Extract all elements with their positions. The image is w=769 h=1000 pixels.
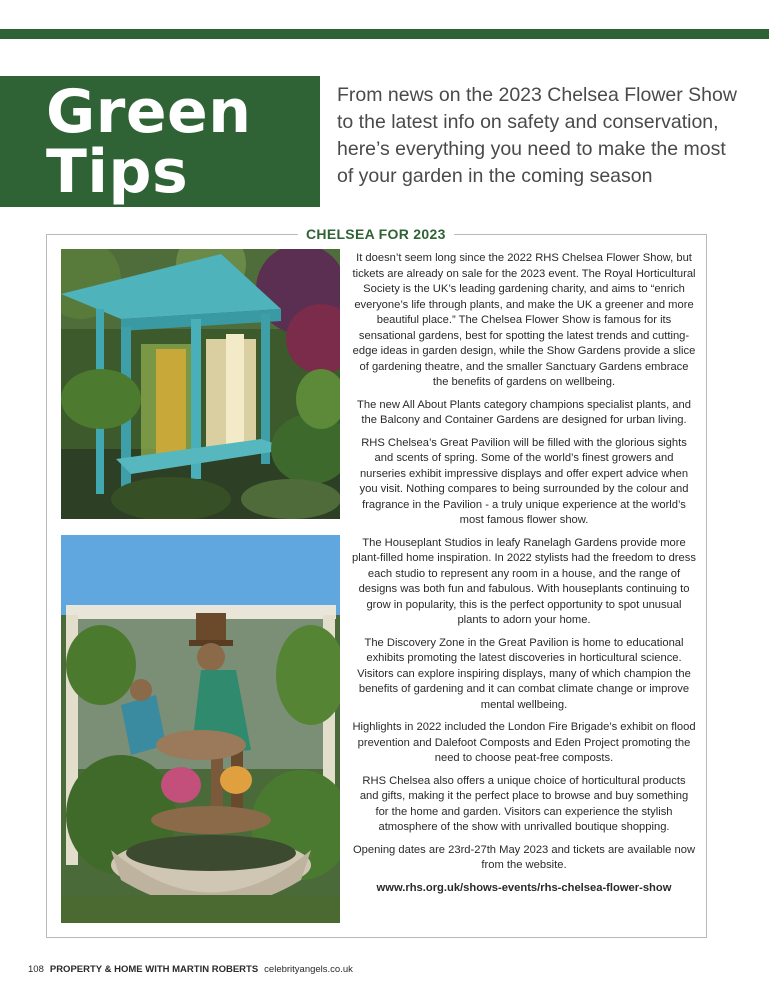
intro-text: From news on the 2023 Chelsea Flower Show to the latest info on safety and conservation, here’s everything you need to make the most of your garden in the coming season <box>337 84 737 187</box>
website-link[interactable]: www.rhs.org.uk/shows-events/rhs-chelsea-flower-show <box>376 881 672 894</box>
pavilion-garden-photo <box>61 249 340 519</box>
article-body <box>352 251 696 903</box>
page-title-line-2: Tips <box>46 137 189 207</box>
page-title-line-1: Green <box>46 77 252 147</box>
footer-website: celebrityangels.co.uk <box>264 964 353 975</box>
article-paragraph: It doesn’t seem long since the 2022 RHS Chelsea Flower Show, but tickets are already on sale for the 2023 event. The Royal Horticultural Society is the UK’s leading gardening charity, and aims to “enrich everyone’s life through plants, and make the UK a greener and more beautiful place.” The Chelsea Flower Show is famous for its sensational gardens, best for spotting the latest trends and cutting-edge ideas in garden design, while the Show Gardens provide a slice of gardening theatre, and the smaller Sanctuary Gardens embrace the benefits of gardens on wellbeing. <box>352 252 696 388</box>
page-number: 108 <box>28 964 44 975</box>
article-paragraph: RHS Chelsea also offers a unique choice of horticultural products and gifts, making it the perfect place to browse and buy something for the home and garden. Visitors can experience the stylish atmosphere of the show with unrivalled boutique shopping. <box>359 774 689 833</box>
article-paragraph: Opening dates are 23rd-27th May 2023 and tickets are available now from the website. <box>352 843 696 871</box>
title-block <box>0 76 320 207</box>
article-paragraph: The new All About Plants category champions specialist plants, and the Balcony and Container Gardens are designed for urban living. <box>357 398 691 426</box>
magazine-title: PROPERTY & HOME WITH MARTIN ROBERTS <box>49 964 259 975</box>
article-paragraph: The Discovery Zone in the Great Pavilion is home to educational exhibits promoting the latest discoveries in horticultural science. Visitors can explore inspiring displays, many of which champion the benefits of gardening and it can combat climate change or improve mental wellbeing. <box>357 636 691 711</box>
section-heading: CHELSEA FOR 2023 <box>298 224 454 244</box>
article-paragraph: Highlights in 2022 included the London Fire Brigade’s exhibit on flood prevention and Dalefoot Composts and Eden Project promoting the need to choose peat-free composts. <box>352 721 696 764</box>
top-rule <box>0 29 769 39</box>
article-paragraph: The Houseplant Studios in leafy Ranelagh Gardens provide more plant-filled home inspiration. In 2022 stylists had the freedom to dress each studio to represent any room in a house, and the range of designs was both fun and fabulous. With houseplants continuing to grow in popularity, this is the perfect opportunity to spot unusual plants to adorn your home. <box>352 536 696 626</box>
article-paragraph: RHS Chelsea’s Great Pavilion will be filled with the glorious sights and scents of spring. Some of the world’s finest growers and nurseries exhibit impressive displays and offer expert advice when you visit. Nothing compares to being surrounded by the colour and fragrance in the Pavilion - a truly unique experience at the world’s most famous flower show. <box>359 436 689 526</box>
page-footer <box>28 963 353 977</box>
sculpture-fountain-photo <box>61 535 340 923</box>
